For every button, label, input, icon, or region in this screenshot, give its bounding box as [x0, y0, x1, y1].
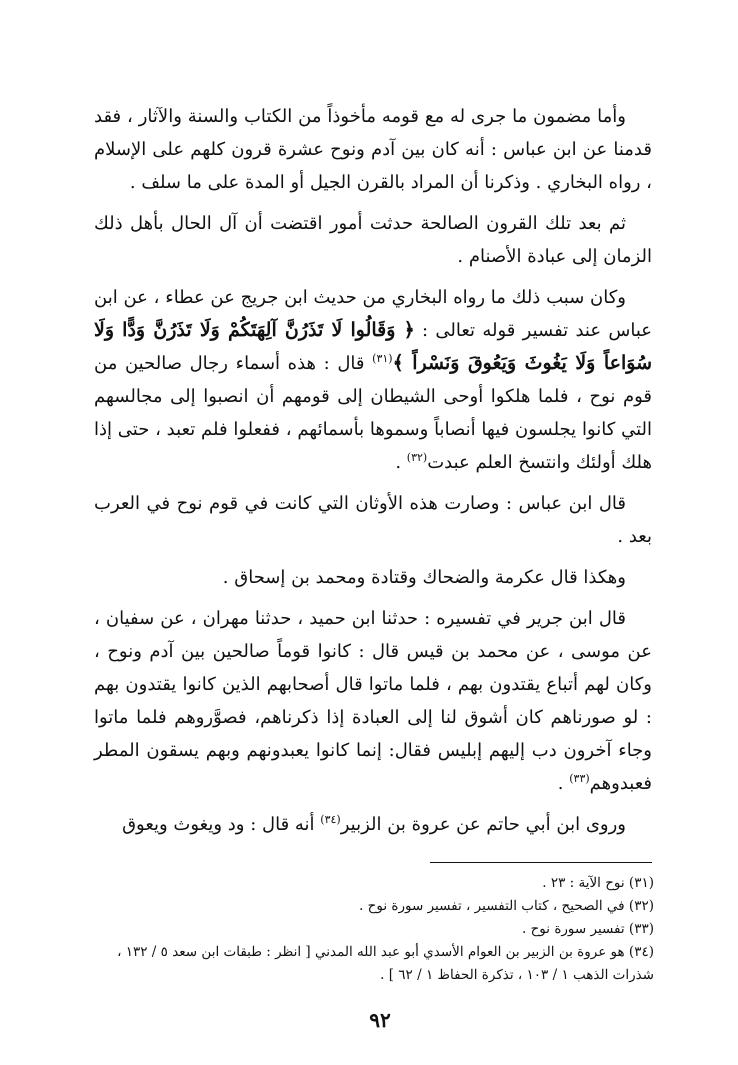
- paragraph-3-intro: وكان سبب ذلك ما رواه البخاري من حديث ابن جريج عن عطاء ، عن ابن عباس عند تفسير قوله تعالى :: [94, 287, 652, 341]
- quran-verse: ﴿ وَقَالُوا لَا تَذَرُنَّ آلِهَتَكُمْ وَلَا تَذَرُنَّ وَدًّا وَلَا سُوَاعاً وَلَا يَغُوثَ وَيَعُوقَ وَنَسْراً ﴾: [94, 319, 652, 374]
- paragraph-3-rest: قال : هذه أسماء رجال صالحين من قوم نوح ، فلما هلكوا أوحى الشيطان إلى قومهم أن انصبوا إلى مجالسهم التي كانوا يجلسون فيها أنصاباً وسموها بأسمائهم ، ففعلوا فلم تعبد ، حتى إذا هلك أولئك وانتسخ العلم عبدت: [94, 353, 652, 473]
- paragraph-5: وهكذا قال عكرمة والضحاك وقتادة ومحمد بن إسحاق .: [222, 567, 626, 588]
- footnote-32: (٣٢) في الصحيح ، كتاب التفسير ، تفسير سورة نوح .: [359, 898, 654, 914]
- footnote-ref-32: (٣٢): [406, 451, 428, 464]
- footnote-31: (٣١) نوح الآية : ٢٣ .: [542, 875, 654, 891]
- footnote-ref-33: (٣٣): [569, 772, 590, 785]
- footnote-ref-34: (٣٤): [320, 813, 341, 826]
- paragraph-7-start: وروى ابن أبي حاتم عن عروة بن الزبير: [340, 814, 626, 835]
- footnote-ref-31: (٣١): [372, 352, 393, 365]
- paragraph-7-end: أنه قال : ود ويغوث ويعوق: [122, 814, 321, 835]
- footnotes: [88, 872, 654, 987]
- paragraph-3: [94, 281, 652, 479]
- paragraph-1: وأما مضمون ما جرى له مع قومه مأخوذاً من الكتاب والسنة والآثار ، فقد قدمنا عن ابن عباس : أنه كان بين آدم ونوح عشرة قرون كلهم على الإسلام ، رواه البخاري . وذكرنا أن المراد بالقرن الجيل أو المدة على ما سلف .: [94, 106, 652, 193]
- paragraph-4: قال ابن عباس : وصارت هذه الأوثان التي كانت في قوم نوح في العرب بعد .: [94, 493, 652, 547]
- paragraph-6: [94, 602, 652, 800]
- paragraph-7: [94, 808, 652, 841]
- paragraph-6-end: .: [557, 773, 570, 794]
- footnote-34: (٣٤) هو عروة بن الزبير بن العوام الأسدي أبو عبد الله المدني [ انظر : طبقات ابن سعد ٥ / ١٣٢ ، شذرات الذهب ١ / ١٠٣ ، تذكرة الحفاظ ١ / ٦٢ ] .: [117, 944, 654, 983]
- footnote-divider: [430, 862, 652, 863]
- footnote-33: (٣٣) تفسير سورة نوح .: [522, 921, 654, 937]
- paragraph-2: ثم بعد تلك القرون الصالحة حدثت أمور اقتضت أن آل الحال بأهل ذلك الزمان إلى عبادة الأصنام .: [94, 213, 652, 267]
- paragraph-3-end: .: [395, 452, 407, 473]
- paragraph-6-main: قال ابن جرير في تفسيره : حدثنا ابن حميد ، حدثنا مهران ، عن سفيان ، عن موسى ، عن محمد بن قيس قال : كانوا قوماً صالحين بين آدم ونوح ، وكان لهم أتباع يقتدون بهم ، فلما ماتوا قال أصحابهم الذين كانوا يقتدون بهم : لو صورناهم كان أشوق لنا إلى العبادة إذا ذكرناهم، فصوَّروهم فلما ماتوا وجاء آخرون دب إليهم إبليس فقال: إنما كانوا يعبدونهم وبهم يسقون المطر فعبدوهم: [94, 608, 652, 794]
- main-text: [94, 100, 652, 849]
- page-number: ٩٢: [369, 1008, 391, 1032]
